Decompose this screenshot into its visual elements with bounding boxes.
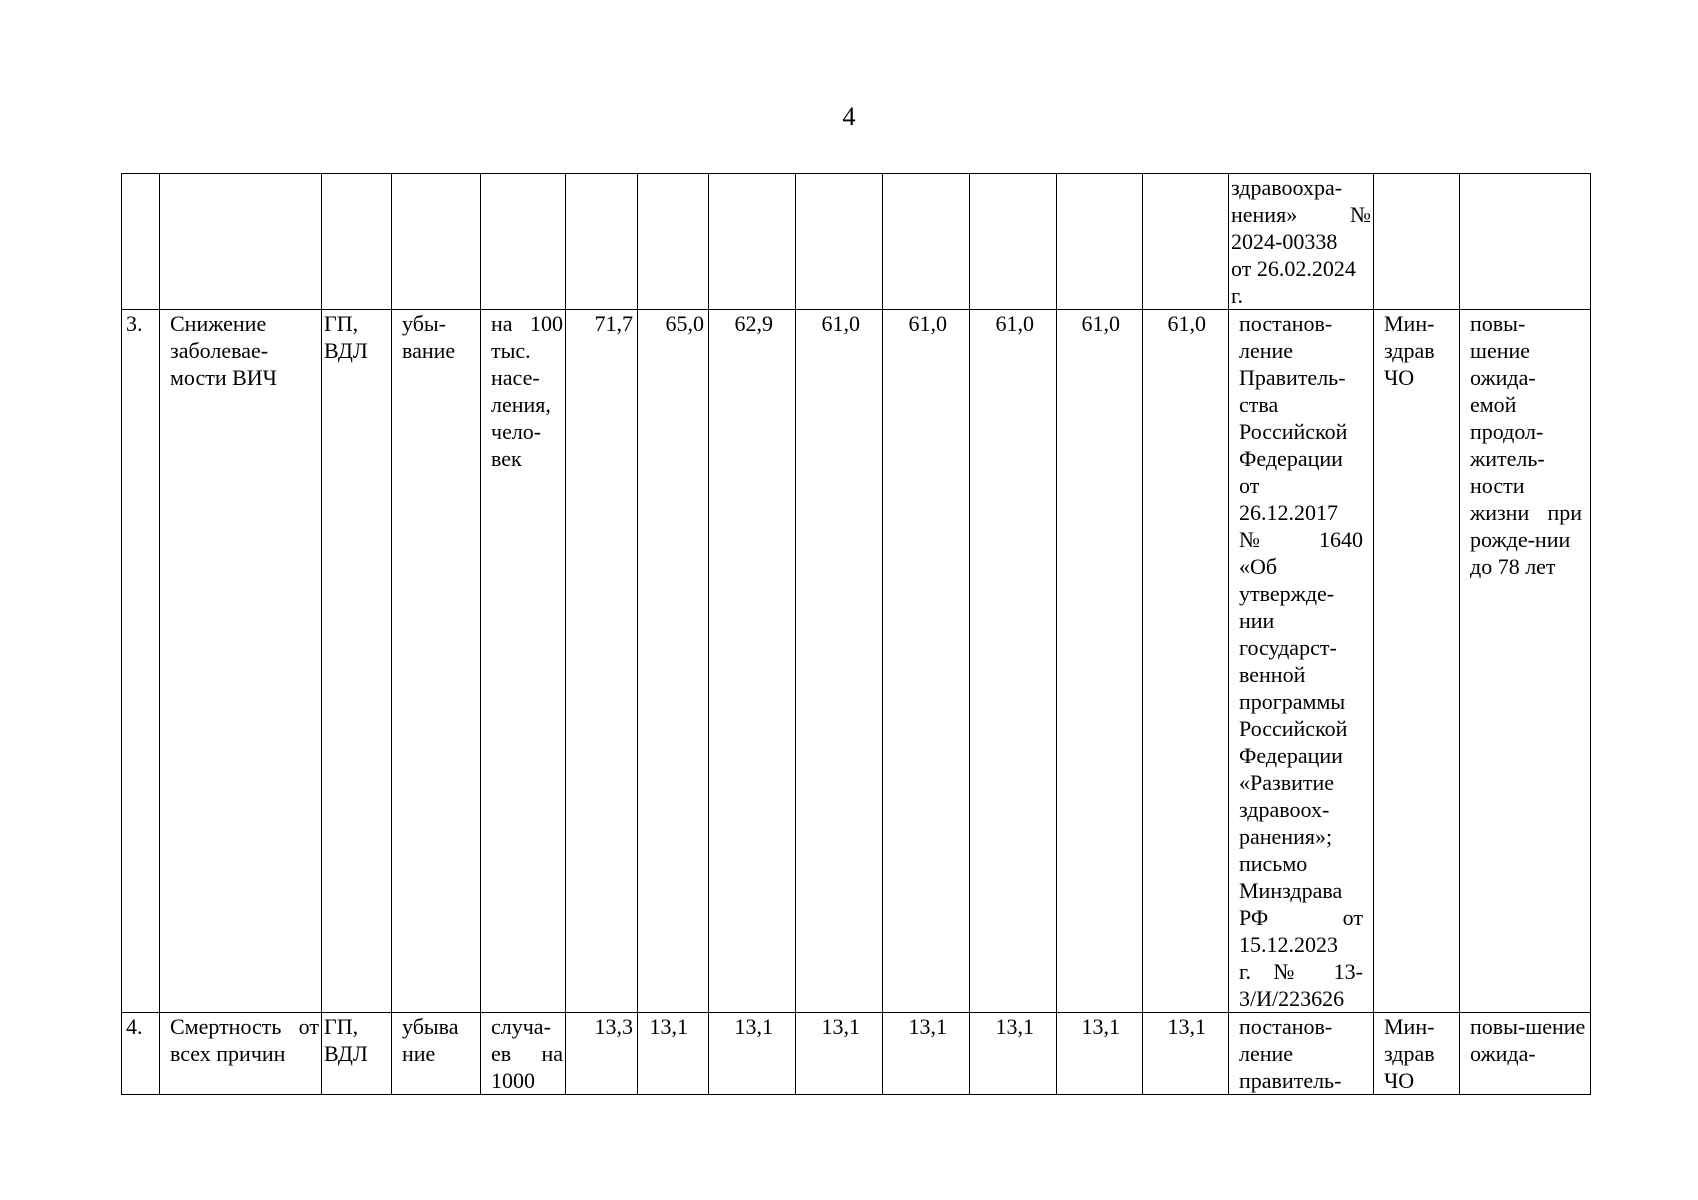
basis-line: Минздрава — [1239, 878, 1343, 903]
cell-unit: случа-ев на 1000 — [481, 1013, 566, 1095]
cell-value — [1143, 174, 1229, 310]
basis-line: ление — [1239, 1041, 1294, 1066]
cell-unit: на 100 тыс. насе-ления, чело-век — [481, 310, 566, 1013]
basis-line: утвержде- — [1239, 581, 1335, 606]
cell-value — [638, 174, 709, 310]
cell-value: 62,9 — [709, 310, 796, 1013]
cell-trend: убыва ние — [392, 1013, 481, 1095]
cell-value: 61,0 — [1143, 310, 1229, 1013]
basis-line: ранения»; — [1239, 824, 1333, 849]
cell-value — [883, 174, 970, 310]
basis-line: письмо — [1239, 851, 1308, 876]
basis-line: РФ от — [1239, 905, 1363, 930]
basis-line: от — [1239, 473, 1260, 498]
cell-value: 13,1 — [1143, 1013, 1229, 1095]
cell-value — [566, 174, 638, 310]
cell-goal: повы-шение ожида-емой продол-житель-ности жизни при рожде-нии до 78 лет — [1460, 310, 1591, 1013]
cell-value: 61,0 — [883, 310, 970, 1013]
table-row — [122, 174, 1591, 310]
cell-responsible — [1374, 174, 1460, 310]
basis-line: программы — [1239, 689, 1346, 714]
cell-no: 3. — [122, 310, 160, 1013]
basis-line: «Об — [1239, 554, 1278, 579]
cell-source: ГП, ВДЛ — [322, 310, 392, 1013]
cell-value: 65,0 — [638, 310, 709, 1013]
cell-value: 13,1 — [1057, 1013, 1143, 1095]
basis-line: Российской — [1239, 716, 1348, 741]
basis-line: Федерации — [1239, 446, 1343, 471]
cell-value: 13,1 — [796, 1013, 883, 1095]
cell-name: Смертность от всех причин — [160, 1013, 322, 1095]
indicator-table — [121, 173, 1591, 1095]
basis-line: постанов- — [1239, 1014, 1333, 1039]
cell-name: Снижение заболевае-мости ВИЧ — [160, 310, 322, 1013]
basis-line: Федерации — [1239, 743, 1343, 768]
page-number: 4 — [842, 102, 856, 131]
basis-line: правитель- — [1239, 1068, 1342, 1093]
cell-responsible: Мин-здрав ЧО — [1374, 1013, 1460, 1095]
basis-line: Правитель- — [1239, 365, 1346, 390]
basis-line: здравоох- — [1239, 797, 1330, 822]
cell-responsible: Мин-здрав ЧО — [1374, 310, 1460, 1013]
cell-basis — [1229, 310, 1374, 1013]
basis-line: 2024-00338 — [1231, 229, 1338, 254]
basis-line: нии — [1239, 608, 1275, 633]
basis-line: 15.12.2023 — [1239, 932, 1338, 957]
cell-unit — [481, 174, 566, 310]
cell-value: 13,1 — [709, 1013, 796, 1095]
cell-value: 61,0 — [970, 310, 1057, 1013]
cell-value: 61,0 — [796, 310, 883, 1013]
cell-no: 4. — [122, 1013, 160, 1095]
cell-value — [709, 174, 796, 310]
table-row — [122, 310, 1591, 1013]
cell-basis — [1229, 174, 1374, 310]
cell-value: 13,1 — [970, 1013, 1057, 1095]
cell-goal — [1460, 174, 1591, 310]
cell-goal: повы-шение ожида- — [1460, 1013, 1591, 1095]
basis-line: ства — [1239, 392, 1279, 417]
cell-value: 71,7 — [566, 310, 638, 1013]
basis-line: «Развитие — [1239, 770, 1335, 795]
basis-line: здравоохра- — [1231, 175, 1343, 200]
basis-line: государст- — [1239, 635, 1337, 660]
basis-line: г. № 13- — [1239, 959, 1363, 984]
cell-value — [796, 174, 883, 310]
cell-value: 61,0 — [1057, 310, 1143, 1013]
table-row — [122, 1013, 1591, 1095]
cell-source: ГП, ВДЛ — [322, 1013, 392, 1095]
cell-value: 13,3 — [566, 1013, 638, 1095]
basis-line: 26.12.2017 — [1239, 500, 1338, 525]
cell-trend — [392, 174, 481, 310]
basis-line: 3/И/223626 — [1239, 986, 1345, 1011]
basis-line: г. — [1231, 283, 1244, 308]
cell-source — [322, 174, 392, 310]
cell-no — [122, 174, 160, 310]
cell-value: 13,1 — [883, 1013, 970, 1095]
cell-basis — [1229, 1013, 1374, 1095]
basis-line: Российской — [1239, 419, 1348, 444]
basis-line: ление — [1239, 338, 1294, 363]
cell-name — [160, 174, 322, 310]
cell-value — [970, 174, 1057, 310]
cell-value: 13,1 — [638, 1013, 709, 1095]
cell-value — [1057, 174, 1143, 310]
basis-line: постанов- — [1239, 311, 1333, 336]
basis-line: от 26.02.2024 — [1231, 256, 1356, 281]
basis-line: нения» № — [1231, 202, 1371, 227]
basis-line: № 1640 — [1239, 527, 1363, 552]
basis-line: венной — [1239, 662, 1306, 687]
cell-trend: убы-вание — [392, 310, 481, 1013]
